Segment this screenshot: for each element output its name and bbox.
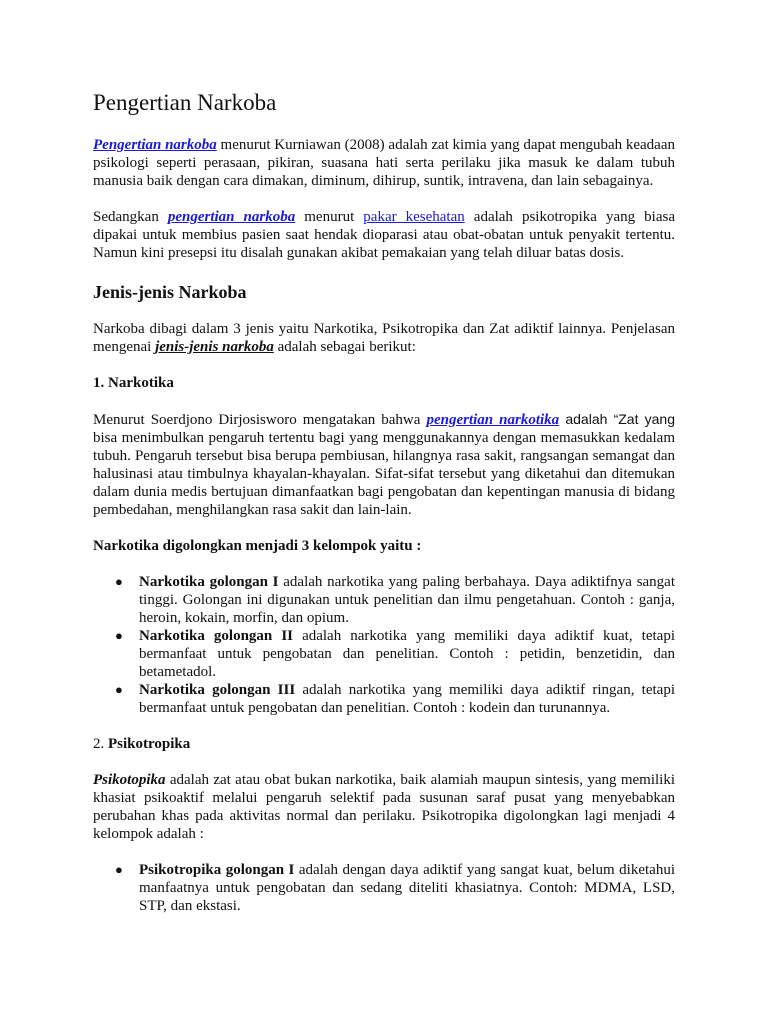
list-item-text: adalah narkotika yang memiliki daya adiktif kuat, tetapi bermanfaat untuk pengobatan dan penelitian. Contoh : petidin, benzetidin, dan betametadol. <box>139 628 675 680</box>
bullet-icon: ● <box>115 682 123 697</box>
heading-narkotika: 1. Narkotika <box>93 375 174 391</box>
bullet-icon: ● <box>115 862 123 877</box>
list-item-text: adalah dengan daya adiktif yang sangat kuat, belum diketahui manfaatnya untuk pengobatan dan sedang diteliti khasiatnya. Contoh: MDMA, LSD, STP, dan ekstasi. <box>139 862 675 914</box>
list-item-label: Narkotika golongan II <box>139 628 293 644</box>
list-item-text: adalah narkotika yang memiliki daya adiktif ringan, tetapi bermanfaat untuk pengobatan dan penelitian. Contoh : kodein dan turunannya. <box>139 682 675 716</box>
list-item-label: Narkotika golongan I <box>139 574 279 590</box>
quote-start-text: adalah “Zat yang <box>559 411 675 427</box>
paragraph-definition <box>93 136 675 190</box>
psikotropika-golongan-list <box>93 861 675 915</box>
list-item-golongan-3 <box>115 681 675 717</box>
list-item-label: Narkotika golongan III <box>139 682 296 698</box>
bullet-icon: ● <box>115 574 123 589</box>
paragraph-text: Narkoba dibagi dalam 3 jenis yaitu Narkotika, Psikotropika dan Zat adiktif lainnya. Penjelasan mengenai <box>93 321 675 355</box>
paragraph-text: adalah zat atau obat bukan narkotika, baik alamiah maupun sintesis, yang memiliki khasiat psikoaktif melalui pengaruh selektif pada susunan saraf pusat yang menyebabkan perubahan khas pada aktivitas normal dan perilaku. Psikotropika digolongkan lagi menjadi 4 kelompok adalah : <box>93 772 675 842</box>
paragraph-text: Menurut Soerdjono Dirjosisworo mengatakan bahwa <box>93 412 427 428</box>
narkotika-golongan-list <box>93 573 675 717</box>
bullet-icon: ● <box>115 628 123 643</box>
link-pengertian-narkoba-2[interactable]: pengertian narkoba <box>167 209 296 225</box>
paragraph-text: bisa menimbulkan pengaruh tertentu bagi yang menggunakannya dengan memasukkan kedalam tubuh. Pengaruh tersebut bisa berupa pembiusan, hilangnya rasa sakit, rangsangan semangat dan halusinasi atau timbulnya khayalan-khayalan. Sifat-sifat tersebut yang diketahui dan ditemukan dalam dunia medis bertujuan dimanfaatkan bagi pengobatan dan kepentingan manusia di bidang pembedahan, menghilangkan rasa sakit dan lain-lain. <box>93 430 675 518</box>
link-pengertian-narkotika[interactable]: pengertian narkotika <box>426 412 560 428</box>
paragraph-psikotropika-definition <box>93 771 675 843</box>
paragraph-health-definition <box>93 208 675 262</box>
list-item-golongan-1 <box>115 573 676 627</box>
heading-golongan-narkotika: Narkotika digolongkan menjadi 3 kelompok yaitu : <box>93 538 422 554</box>
list-item-text: adalah narkotika yang paling berbahaya. Daya adiktifnya sangat tinggi. Golongan ini digunakan untuk penelitian dan ilmu pengetahuan. Contoh : ganja, heroin, kokain, morfin, dan opium. <box>139 574 676 626</box>
paragraph-text: Sedangkan <box>93 209 168 225</box>
link-pengertian-narkoba[interactable]: Pengertian narkoba <box>93 137 217 153</box>
paragraph-text: adalah sebagai berikut: <box>273 339 416 355</box>
list-item-label: Psikotropika golongan I <box>139 862 295 878</box>
heading-number: 2. <box>93 736 108 752</box>
paragraph-types-intro <box>93 320 675 356</box>
link-pakar-kesehatan[interactable]: pakar kesehatan <box>363 209 465 225</box>
page-title: Pengertian Narkoba <box>93 90 277 115</box>
emphasis-psikotopika: Psikotopika <box>93 772 166 788</box>
paragraph-text: menurut Kurniawan (2008) adalah zat kimia yang dapat mengubah keadaan psikologi seperti perasaan, pikiran, suasana hati serta perilaku jika masuk ke dalam tubuh manusia baik dengan cara dimakan, diminum, dihirup, suntik, intravena, dan lain sebagainya. <box>93 137 675 189</box>
paragraph-text: menurut <box>295 209 364 225</box>
emphasis-jenis-narkoba: jenis-jenis narkoba <box>155 339 274 355</box>
heading-psikotropika <box>93 735 675 753</box>
heading-label: Psikotropika <box>108 736 191 752</box>
heading-jenis-narkoba: Jenis-jenis Narkoba <box>93 282 247 302</box>
list-item-psiko-golongan-1 <box>115 861 675 915</box>
list-item-golongan-2 <box>115 627 675 681</box>
paragraph-narkotika-definition <box>93 410 675 519</box>
paragraph-text: adalah psikotropika yang biasa dipakai untuk membius pasien saat hendak dioparasi atau obat-obatan untuk penyakit tertentu. Namun kini presepsi itu disalah gunakan akibat pemakaian yang telah diluar batas dosis. <box>93 209 675 261</box>
article-body <box>93 88 675 933</box>
